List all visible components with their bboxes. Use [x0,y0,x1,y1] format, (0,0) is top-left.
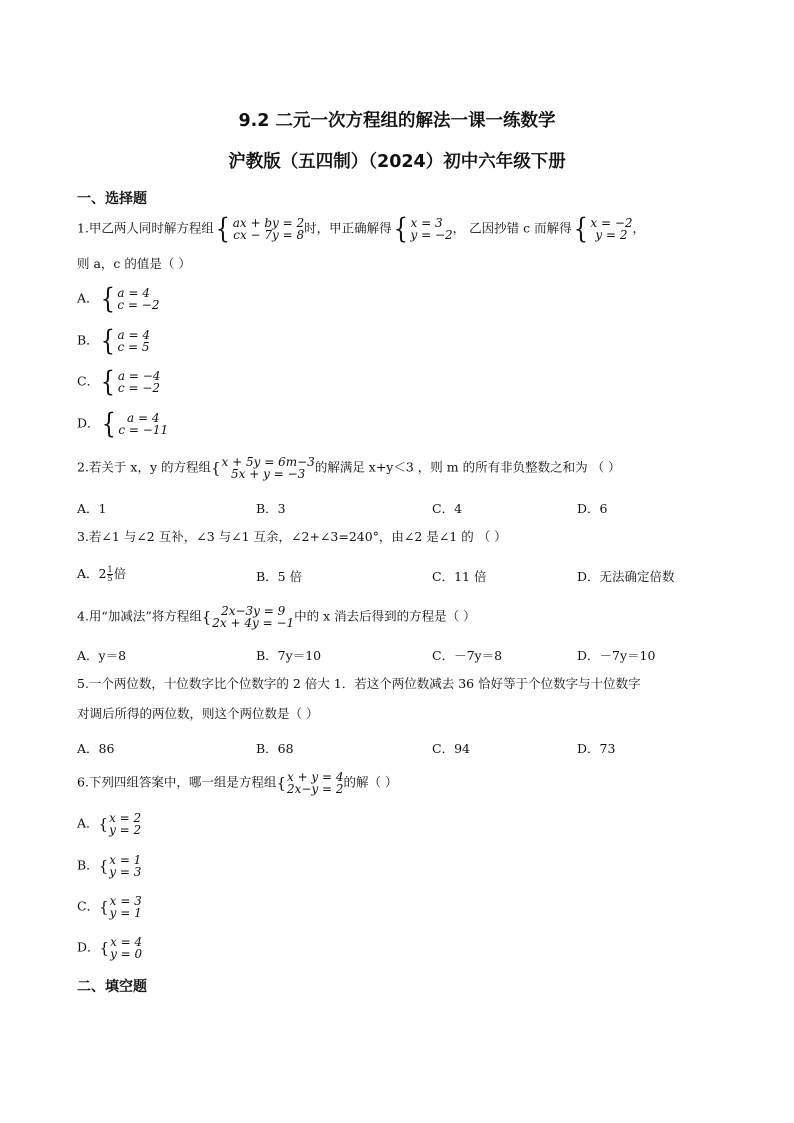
q6-option-a: A． { x = 2 y = 2 [77,810,142,837]
question-1-solution-jia: { x = 3 y = −2 [393,212,453,245]
q1-option-d: D． { a = 4 c = −11 [77,407,169,440]
question-3: 3.若∠1 与∠2 互补，∠3 与∠1 互余，∠2+∠3=240°，由∠2 是∠1 的 （ ） [77,529,507,544]
question-1-suffix: ， [632,220,646,236]
question-1-mid-1: 时，甲正确解得 [304,220,392,236]
q1-option-c: C． { a = −4 c = −2 [77,365,161,398]
q1-sol2-y: y = 2 [595,228,628,242]
question-1 [77,212,646,245]
q5-option-d: D．73 [577,741,616,756]
question-1-line-2: 则 a，c 的值是（ ） [77,256,191,271]
q3-option-d: D．无法确定倍数 [577,569,675,584]
q2-option-d: D．6 [577,501,608,516]
q3-option-b: B．5 倍 [256,569,303,584]
question-1-system: { ax + by = 2 cx − 7y = 8 [215,212,305,245]
q2-option-c: C．4 [432,501,463,516]
q1-sol1-x: x = 3 [410,215,443,230]
title-line-1: 9.2 二元一次方程组的解法一课一练数学 [238,111,556,131]
q4-option-c: C．－7y＝8 [432,648,503,663]
q6-option-c: C． { x = 3 y = 1 [77,893,142,920]
q6-option-d: D． { x = 4 y = 0 [77,934,143,961]
q6-option-b: B． { x = 1 y = 3 [77,852,142,879]
q1-eq-2: cx − 7y = 8 [233,228,305,242]
question-1-mid-2: ， 乙因抄错 c 而解得 [452,220,572,236]
section-choice-heading: 一、选择题 [77,191,147,207]
question-6-system: { x + y = 4 2x−y = 2 [276,769,344,796]
q5-option-b: B．68 [256,741,294,756]
q3-option-a: A．2 $\frac{1}{5}$ 倍 [77,565,127,583]
q3-option-a-fraction: $\frac{1}{5}$ [107,565,113,583]
title-line-2: 沪教版（五四制）（2024）初中六年级下册 [228,152,566,172]
question-1-prefix: 1.甲乙两人同时解方程组 [77,220,214,236]
q4-option-d: D．－7y＝10 [577,648,656,663]
question-6: 6.下列四组答案中，哪一组是方程组 { x + y = 4 2x−y = 2 的解（ ） [77,769,398,796]
q1-sol1-y: y = −2 [410,228,453,242]
q1-option-a: A． { a = 4 c = −2 [77,282,160,315]
q5-option-c: C．94 [432,741,470,756]
q2-option-a: A．1 [77,501,107,516]
question-5-line-1: 5.一个两位数，十位数字比个位数字的 2 倍大 1．若这个两位数减去 36 恰好等于个位数字与十位数字 [77,676,641,691]
question-4: 4.用“加减法”将方程组 { 2x−3y = 9 2x + 4y = −1 中的 x 消去后得到的方程是（ ） [77,603,476,630]
q3-option-c: C．11 倍 [432,569,487,584]
q5-option-a: A．86 [77,741,115,756]
q4-option-b: B．7y＝10 [256,648,322,663]
question-5-line-2: 对调后所得的两位数，则这个两位数是（ ） [77,706,319,721]
q4-option-a: A．y＝8 [77,648,127,663]
question-2: 2.若关于 x，y 的方程组 { x + 5y = 6m−3 5x + y = −3 的解满足 x+y＜3 ，则 m 的所有非负整数之和为 （ ） [77,454,621,481]
q1-option-b: B． { a = 4 c = 5 [77,324,150,357]
q2-option-b: B．3 [256,501,286,516]
question-1-solution-yi: { x = −2 y = 2 [573,212,633,245]
section-fill-heading: 二、填空题 [77,979,147,995]
q1-sol2-x: x = −2 [590,215,633,230]
q1-eq-1: ax + by = 2 [232,215,305,230]
question-2-system: { x + 5y = 6m−3 5x + y = −3 [211,454,315,481]
question-4-system: { 2x−3y = 9 2x + 4y = −1 [201,603,295,630]
